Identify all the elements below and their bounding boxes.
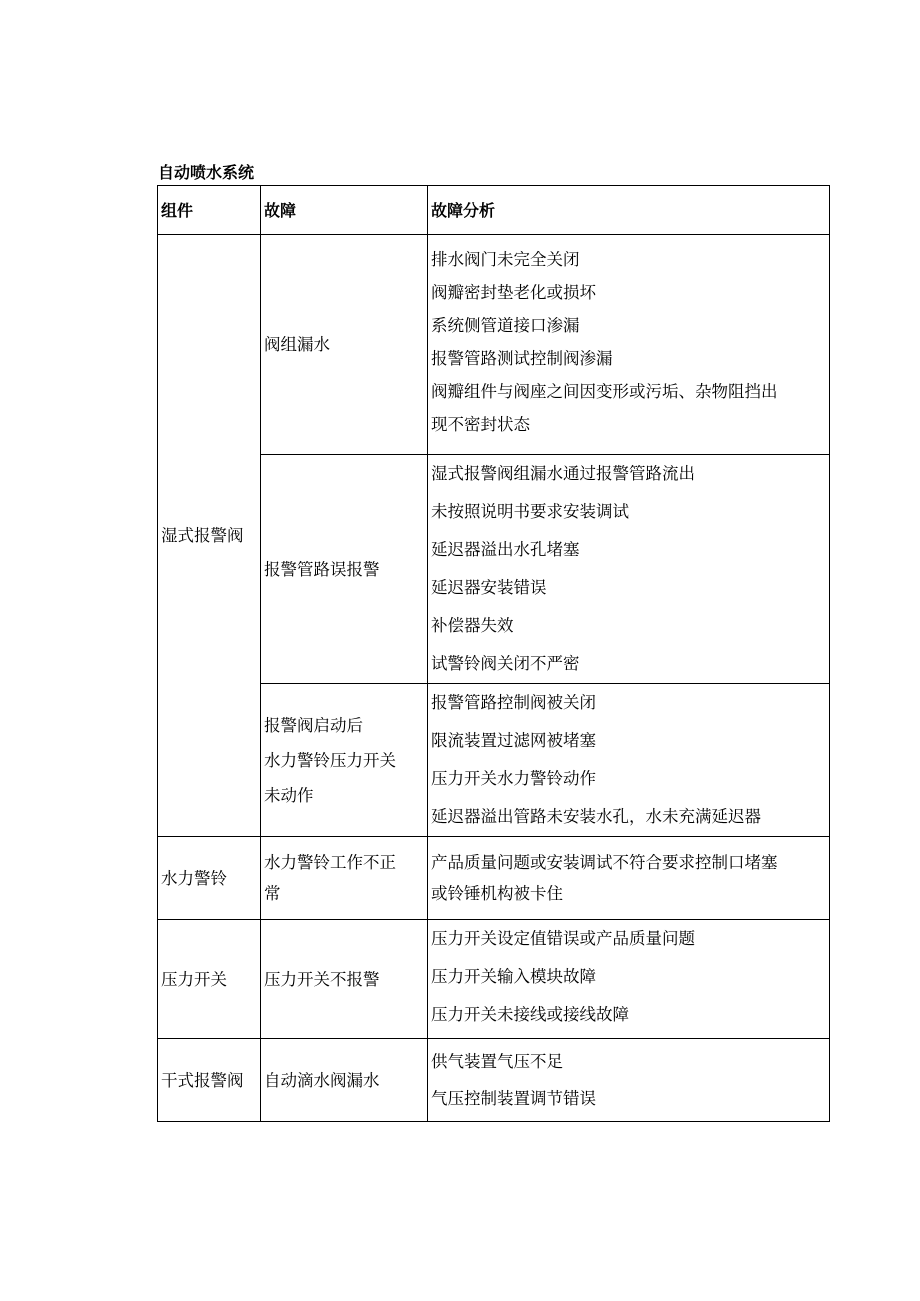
analysis-line: 湿式报警阀组漏水通过报警管路流出 (431, 464, 695, 483)
table-header-row (158, 186, 830, 235)
analysis-cell (428, 1039, 830, 1122)
analysis-line: 气压控制装置调节错误 (431, 1089, 596, 1108)
analysis-cell (428, 684, 830, 837)
component-cell: 湿式报警阀 (158, 235, 261, 837)
analysis-line: 延迟器安装错误 (431, 578, 547, 597)
analysis-line: 或铃锤机构被卡住 (431, 884, 563, 903)
analysis-line: 排水阀门未完全关闭 (431, 250, 580, 269)
fault-line: 水力警铃工作不正 (264, 853, 396, 872)
table-row (158, 920, 830, 1039)
analysis-line: 限流装置过滤网被堵塞 (431, 731, 596, 750)
analysis-line: 现不密封状态 (431, 415, 530, 434)
component-cell: 水力警铃 (158, 837, 261, 920)
analysis-cell (428, 920, 830, 1039)
fault-line: 报警阀启动后 (264, 715, 363, 735)
analysis-line: 延迟器溢出水孔堵塞 (431, 540, 580, 559)
analysis-line: 系统侧管道接口渗漏 (431, 316, 580, 335)
analysis-line: 供气装置气压不足 (431, 1052, 563, 1071)
fault-line: 常 (264, 884, 281, 903)
table-row (158, 837, 830, 920)
fault-cell: 报警管路误报警 (261, 455, 428, 684)
component-cell: 干式报警阀 (158, 1039, 261, 1122)
analysis-line: 产品质量问题或安装调试不符合要求控制口堵塞 (431, 853, 778, 872)
analysis-line: 压力开关未接线或接线故障 (431, 1005, 629, 1024)
analysis-line: 延迟器溢出管路未安装水孔，水未充满延迟器 (431, 807, 761, 826)
fault-line: 未动作 (264, 785, 314, 805)
fault-cell: 阀组漏水 (261, 235, 428, 455)
fault-line: 水力警铃压力开关 (264, 750, 396, 770)
table-row (158, 235, 830, 455)
fault-cell: 自动滴水阀漏水 (261, 1039, 428, 1122)
analysis-line: 压力开关输入模块故障 (431, 967, 596, 986)
analysis-line: 未按照说明书要求安装调试 (431, 502, 629, 521)
analysis-cell (428, 455, 830, 684)
analysis-line: 阀瓣密封垫老化或损坏 (431, 283, 596, 302)
fault-analysis-table (157, 185, 830, 1122)
analysis-line: 试警铃阀关闭不严密 (431, 654, 580, 673)
header-component: 组件 (158, 186, 261, 235)
analysis-line: 压力开关设定值错误或产品质量问题 (431, 929, 695, 948)
analysis-line: 报警管路测试控制阀渗漏 (431, 349, 613, 368)
analysis-line: 压力开关水力警铃动作 (431, 769, 596, 788)
component-cell: 压力开关 (158, 920, 261, 1039)
analysis-line: 阀瓣组件与阀座之间因变形或污垢、杂物阻挡出 (431, 382, 778, 401)
analysis-line: 报警管路控制阀被关闭 (431, 693, 596, 712)
header-fault: 故障 (261, 186, 428, 235)
fault-cell (261, 837, 428, 920)
fault-cell: 压力开关不报警 (261, 920, 428, 1039)
fault-cell (261, 684, 428, 837)
document-title: 自动喷水系统 (158, 163, 255, 182)
header-analysis: 故障分析 (428, 186, 830, 235)
analysis-cell (428, 837, 830, 920)
analysis-line: 补偿器失效 (431, 616, 514, 635)
table-row (158, 1039, 830, 1122)
analysis-cell (428, 235, 830, 455)
